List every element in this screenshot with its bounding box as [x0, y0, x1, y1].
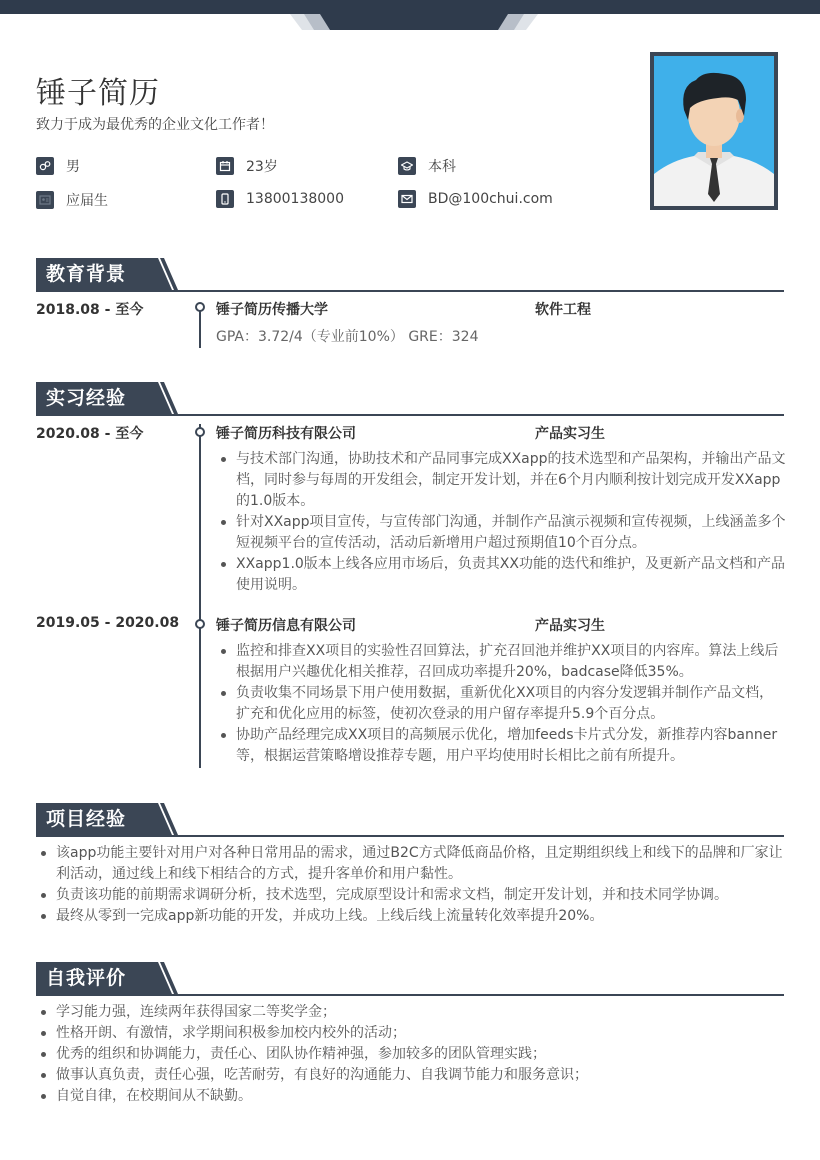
resume-motto: 致力于成为最优秀的企业文化工作者！	[36, 117, 274, 133]
timeline-line	[199, 308, 201, 348]
education-major: 软件工程	[535, 302, 591, 318]
list-item: 最终从零到一完成app新功能的开发，并成功上线。上线后线上流量转化效率提升20%。	[36, 906, 786, 927]
internship-2-role: 产品实习生	[535, 618, 605, 634]
list-item: XXapp1.0版本上线各应用市场后，负责其XX功能的迭代和维护，及更新产品文档和产品使用说明。	[216, 554, 786, 596]
info-gender-value: 男	[66, 159, 80, 175]
education-detail: GPA：3.72/4（专业前10%） GRE：324	[216, 329, 479, 345]
section-internship-header	[36, 382, 784, 416]
project-bullets	[36, 843, 786, 927]
list-item: 学习能力强，连续两年获得国家二等奖学金；	[36, 1002, 786, 1023]
timeline-dot	[195, 302, 205, 312]
section-education-title: 教育背景	[36, 258, 158, 290]
list-item: 性格开朗、有激情，求学期间积极参加校内校外的活动；	[36, 1023, 786, 1044]
section-internship-title: 实习经验	[36, 382, 158, 414]
info-degree	[398, 156, 456, 176]
section-divider	[36, 994, 784, 996]
id-card-icon	[36, 191, 54, 209]
list-item: 监控和排查XX项目的实验性召回算法，扩充召回池并维护XX项目的内容库。算法上线后根据用户兴趣优化相关推荐，召回成功率提升20%，badcase降低35%。	[216, 641, 786, 683]
resume-name: 锤子简历	[36, 76, 160, 111]
internship-2-date: 2019.05 - 2020.08	[36, 615, 180, 631]
internship-2-company: 锤子简历信息有限公司	[216, 618, 356, 634]
section-divider	[36, 290, 784, 292]
profile-photo	[650, 52, 778, 210]
calendar-icon	[216, 157, 234, 175]
self-bullets	[36, 1002, 786, 1107]
info-age-value: 23岁	[246, 159, 278, 175]
section-self-title: 自我评价	[36, 962, 158, 994]
timeline-dot	[195, 619, 205, 629]
info-phone-value: 13800138000	[246, 191, 344, 207]
info-email-value: BD@100chui.com	[428, 191, 553, 207]
section-education-header	[36, 258, 784, 292]
list-item: 做事认真负责，责任心强，吃苦耐劳，有良好的沟通能力、自我调节能力和服务意识；	[36, 1065, 786, 1086]
internship-1-company: 锤子简历科技有限公司	[216, 426, 356, 442]
timeline-line	[199, 424, 201, 768]
internship-1-bullets	[216, 449, 786, 596]
info-email	[398, 190, 553, 208]
timeline-dot	[195, 427, 205, 437]
info-phone	[216, 190, 344, 208]
section-divider	[36, 835, 784, 837]
section-project-header	[36, 803, 784, 837]
list-item: 负责收集不同场景下用户使用数据，重新优化XX项目的内容分发逻辑并制作产品文档，扩充和优化应用的标签，使初次登录的用户留存率提升5.9个百分点。	[216, 683, 786, 725]
info-age	[216, 156, 278, 176]
top-bar-notch	[290, 14, 538, 30]
list-item: 与技术部门沟通，协助技术和产品同事完成XXapp的技术选型和产品架构，并输出产品文档，同时参与每周的开发组会，制定开发计划，并在6个月内顺利按计划完成开发XXapp的1.0版本。	[216, 449, 786, 512]
internship-1-date: 2020.08 - 至今	[36, 426, 144, 442]
gender-icon	[36, 157, 54, 175]
section-project-title: 项目经验	[36, 803, 158, 835]
list-item: 自觉自律，在校期间从不缺勤。	[36, 1086, 786, 1107]
list-item: 优秀的组织和协调能力，责任心、团队协作精神强，参加较多的团队管理实践；	[36, 1044, 786, 1065]
list-item: 该app功能主要针对用户对各种日常用品的需求，通过B2C方式降低商品价格，且定期组织线上和线下的品牌和厂家让利活动，通过线上和线下相结合的方式，提升客单价和用户黏性。	[36, 843, 786, 885]
education-date: 2018.08 - 至今	[36, 302, 144, 318]
info-status	[36, 190, 108, 210]
graduation-cap-icon	[398, 157, 416, 175]
avatar-illustration	[654, 56, 774, 206]
top-bar	[0, 0, 820, 14]
list-item: 负责该功能的前期需求调研分析，技术选型，完成原型设计和需求文档，制定开发计划，并和技术同学协调。	[36, 885, 786, 906]
phone-icon	[216, 190, 234, 208]
info-status-value: 应届生	[66, 193, 108, 209]
info-gender	[36, 156, 80, 176]
section-divider	[36, 414, 784, 416]
mail-icon	[398, 190, 416, 208]
list-item: 协助产品经理完成XX项目的高频展示优化，增加feeds卡片式分发，新推荐内容banner等，根据运营策略增设推荐专题，用户平均使用时长相比之前有所提升。	[216, 725, 786, 767]
education-school: 锤子简历传播大学	[216, 302, 328, 318]
list-item: 针对XXapp项目宣传，与宣传部门沟通，并制作产品演示视频和宣传视频，上线涵盖多个短视频平台的宣传活动，活动后新增用户超过预期值10个百分点。	[216, 512, 786, 554]
internship-1-role: 产品实习生	[535, 426, 605, 442]
section-self-header	[36, 962, 784, 996]
info-degree-value: 本科	[428, 159, 456, 175]
internship-2-bullets	[216, 641, 786, 767]
